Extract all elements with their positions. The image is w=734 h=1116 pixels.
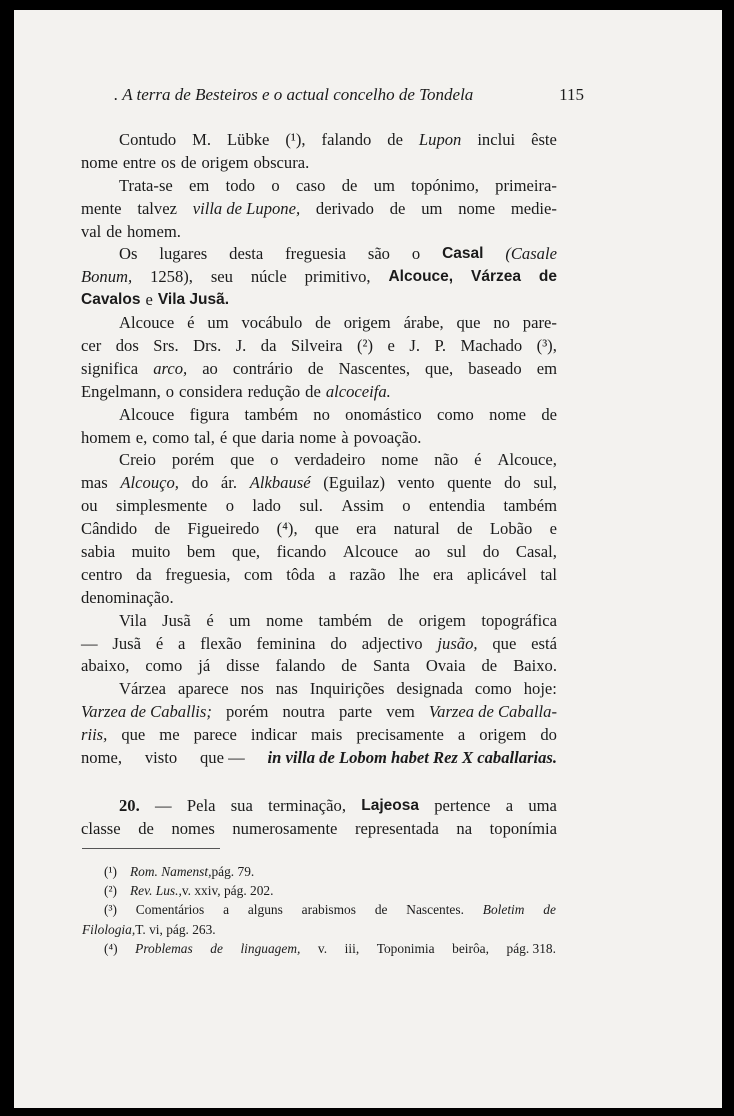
text-line: val de homem. [81,221,181,241]
place-name-bold: Lajeosa [361,796,419,814]
footnote-3: (³) Comentários a alguns arabismos de Nascentes. Boletim de [104,902,556,918]
section-20-heading-line: 20. — Pela sua terminação, Lajeosa pertence a uma [81,795,557,818]
text-line: Contudo M. Lübke (¹), falando de Lupon inclui êste [119,130,557,149]
text-line: denominação. [81,587,174,607]
text-line: Vila Jusã é um nome também de origem topográfica [119,610,557,630]
running-header [114,82,584,108]
book-page [14,10,722,1108]
place-name-bold: Casal [442,245,484,263]
text-line: sabia muito bem que, ficando Alcouce ao sul do Casal, [81,542,557,562]
text-line: Creio porém que o verdadeiro nome não é Alcouce, [119,450,557,470]
text-line: ou simplesmente o lado sul. Assim o entendia também [81,496,557,516]
text-line: nome, visto que — in villa de Lobom habet Rez X caballarias. [81,748,557,768]
running-title: . A terra de Besteiros e o actual concelho de Tondela [114,85,474,104]
text-line: Trata-se em todo o caso de um topónimo, primeira- [119,175,557,195]
footnote-4: (⁴) Problemas de linguagem, v. iii, Toponimia beirôa, pág. 318. [104,940,556,956]
text-line: mas Alcouço, do ár. Alkbausé (Eguilaz) vento quente do sul, [81,473,557,493]
text-line: Varzea de Caballis; porém noutra parte vem Varzea de Caballa- [81,702,557,722]
body-text [81,129,557,841]
text-line: homem e, como tal, é que daria nome à povoação. [81,427,422,447]
footnotes [82,862,556,958]
text-line: Bonum, 1258), seu núcle primitivo, Alcouce, Várzea de [81,267,557,287]
page-number: 115 [559,85,584,104]
text-line: centro da freguesia, com tôda a razão lhe era aplicável tal [81,564,557,584]
text-line: Engelmann, o considera redução de alcoceifa. [81,381,391,401]
text-line: cer dos Srs. Drs. J. da Silveira (²) e J. P. Machado (³), [81,336,557,356]
text-line: Alcouce figura também no onomástico como nome de [119,404,557,424]
text-line: Os lugares desta freguesia são o Casal (Casale [81,243,557,266]
footnote-rule [82,848,220,849]
text-line: abaixo, como já disse falando de Santa Ovaia de Baixo. [81,656,557,676]
text-line: riis, que me parece indicar mais precisamente a origem do [81,725,557,745]
footnote-3-cont: Filologia, T. vi, pág. 263. [82,921,216,937]
text-line: — Jusã é a flexão feminina do adjectivo jusão, que está [81,633,557,653]
text-line: mente talvez villa de Lupone, derivado de um nome medie- [81,198,557,218]
footnote-1: (¹) Rom. Namenst, pág. 79. [104,864,255,879]
text-line: Alcouce é um vocábulo de origem árabe, que no pare- [119,313,557,333]
text-line: Várzea aparece nos nas Inquirições designada como hoje: [119,679,557,699]
footnote-2: (²) Rev. Lus., v. xxiv, pág. 202. [104,883,274,899]
section-number: 20. [119,795,140,815]
text-line: Cavalos e Vila Jusã. [81,290,230,310]
text-line: Cândido de Figueiredo (⁴), que era natural de Lobão e [81,519,557,539]
text-line: nome entre os de origem obscura. [81,152,310,172]
text-line: classe de nomes numerosamente representada na toponímia [81,818,557,838]
text-line: significa arco, ao contrário de Nascentes, que, baseado em [81,358,557,378]
